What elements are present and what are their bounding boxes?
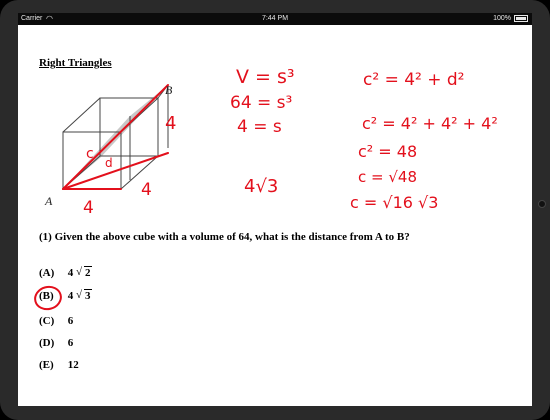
choice-b[interactable]	[39, 290, 92, 302]
whiteboard-canvas[interactable]	[18, 25, 532, 406]
pythag-line-4: c = √48	[358, 168, 417, 186]
vertex-a-label: A	[45, 194, 53, 208]
choice-c-label: (C)	[39, 315, 55, 327]
label-edge-bottom: 4	[83, 198, 94, 218]
choice-e-value: 12	[67, 359, 79, 371]
choice-e-label: (E)	[39, 359, 54, 371]
choice-a-radicand: 2	[85, 267, 91, 279]
worksheet-title: Right Triangles	[39, 57, 112, 69]
pythag-line-5: c = √16 √3	[350, 193, 439, 212]
volume-work-line-1: V = s³	[236, 66, 295, 88]
choice-d[interactable]	[39, 337, 73, 349]
home-button[interactable]	[538, 200, 546, 208]
choice-c-value: 6	[67, 315, 74, 327]
volume-work-line-3: 4 = s	[237, 117, 282, 137]
carrier-label: Carrier	[21, 15, 43, 22]
question-text: (1) Given the above cube with a volume of 64, what is the distance from A to B?	[39, 231, 410, 243]
handwriting-layer	[18, 25, 532, 406]
choice-b-radicand: 3	[85, 290, 91, 302]
choice-d-label: (D)	[39, 337, 55, 349]
choice-e[interactable]	[39, 359, 79, 371]
pythag-line-3: c² = 48	[358, 142, 418, 161]
pythag-line-1: c² = 4² + d²	[363, 70, 465, 90]
choice-a-prefix: 4	[67, 267, 74, 279]
choice-b-prefix: 4	[67, 290, 74, 302]
volume-work-line-2: 64 = s³	[230, 93, 293, 113]
choice-b-label: (B)	[39, 290, 54, 302]
battery-indicator	[493, 15, 528, 22]
wifi-icon: ◠	[46, 14, 53, 23]
choice-d-value: 6	[67, 337, 74, 349]
pythag-line-2: c² = 4² + 4² + 4²	[362, 114, 498, 133]
sqrt-symbol	[76, 290, 92, 302]
status-bar	[18, 13, 532, 25]
sqrt-symbol	[76, 267, 92, 279]
vertex-b-label: B	[165, 83, 173, 97]
label-d: d	[105, 156, 113, 170]
clock: 7:44 PM	[261, 15, 289, 22]
answer-note: 4√3	[244, 176, 279, 197]
battery-icon	[514, 15, 528, 22]
battery-percent: 100%	[493, 15, 511, 22]
choice-a-label: (A)	[39, 267, 55, 279]
label-c: c	[86, 146, 94, 162]
choice-a[interactable]	[39, 267, 92, 279]
label-edge-right: 4	[165, 113, 177, 134]
choice-c[interactable]	[39, 315, 73, 327]
label-edge-front: 4	[141, 180, 152, 200]
